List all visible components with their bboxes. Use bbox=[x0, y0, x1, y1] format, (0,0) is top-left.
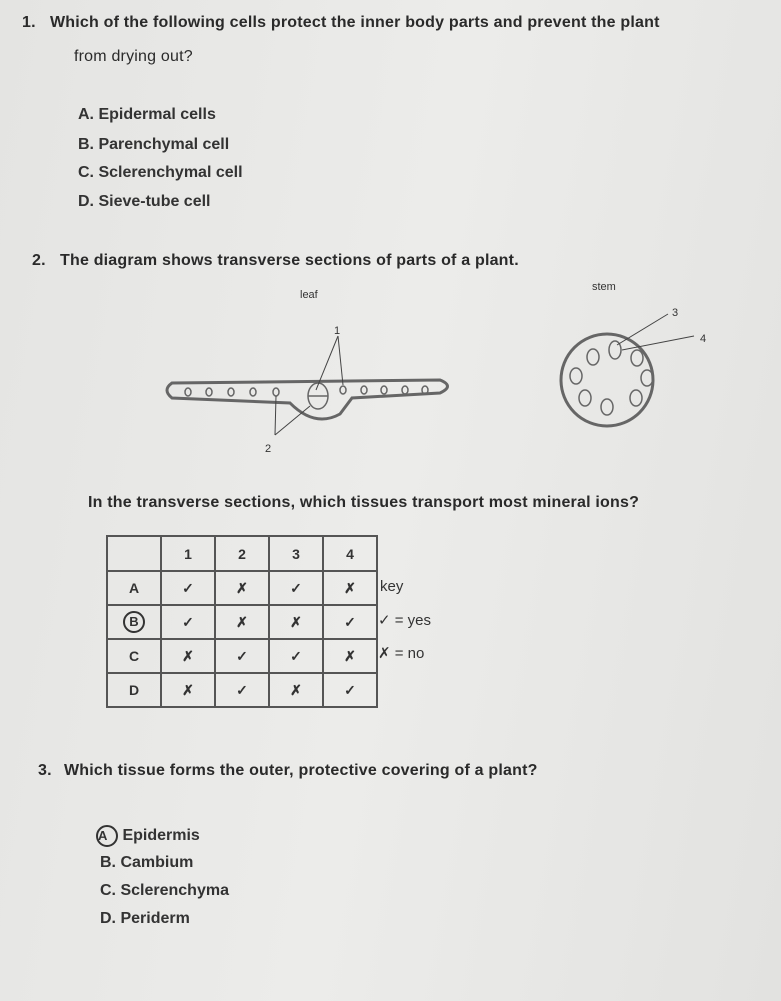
key-yes: ✓ = yes bbox=[378, 612, 432, 629]
q3-option-d-text: Periderm bbox=[120, 910, 190, 927]
q3-option-a-letter: A bbox=[96, 825, 118, 847]
q3-number: 3. bbox=[38, 762, 52, 779]
row-label-circled[interactable]: B bbox=[123, 611, 145, 633]
stem-section bbox=[561, 314, 694, 426]
answer-table bbox=[106, 535, 378, 708]
table-row[interactable] bbox=[107, 639, 377, 673]
q3-option-c[interactable] bbox=[100, 882, 229, 900]
q2-text: The diagram shows transverse sections of parts of a plant. bbox=[60, 252, 519, 269]
table-cell: ✓ bbox=[161, 571, 215, 605]
q1-text-line2: from drying out? bbox=[74, 48, 193, 65]
key-title: key bbox=[380, 578, 404, 595]
table-row[interactable] bbox=[107, 571, 377, 605]
table-header bbox=[107, 536, 161, 571]
q1-option-c[interactable]: C. Sclerenchymal cell bbox=[78, 164, 243, 181]
table-row[interactable] bbox=[107, 605, 377, 639]
row-label[interactable]: A bbox=[107, 571, 161, 605]
label-3: 3 bbox=[672, 307, 679, 319]
table-cell: ✗ bbox=[323, 571, 377, 605]
q3-option-b[interactable] bbox=[100, 854, 193, 872]
table-cell: ✓ bbox=[269, 571, 323, 605]
q1-option-a[interactable]: A. Epidermal cells bbox=[78, 106, 216, 123]
stem-label: stem bbox=[592, 281, 616, 293]
table-cell: ✓ bbox=[215, 639, 269, 673]
table-cell: ✗ bbox=[323, 639, 377, 673]
q1-option-d[interactable]: D. Sieve-tube cell bbox=[78, 193, 211, 210]
table-header: 2 bbox=[215, 536, 269, 571]
label-4: 4 bbox=[700, 333, 707, 345]
table-header: 3 bbox=[269, 536, 323, 571]
table-header: 4 bbox=[323, 536, 377, 571]
q1-option-b[interactable]: B. Parenchymal cell bbox=[78, 136, 230, 153]
table-cell: ✓ bbox=[161, 605, 215, 639]
leaf-label: leaf bbox=[300, 289, 318, 301]
table-cell: ✓ bbox=[215, 673, 269, 707]
table-header-row bbox=[107, 536, 377, 571]
table-cell: ✗ bbox=[269, 605, 323, 639]
q1-number: 1. bbox=[22, 14, 36, 31]
q3-option-c-letter: C. bbox=[100, 882, 116, 899]
table-cell: ✗ bbox=[215, 571, 269, 605]
key-no: ✗ = no bbox=[378, 645, 425, 662]
q2-question: In the transverse sections, which tissues transport most mineral ions? bbox=[88, 494, 640, 511]
plant-diagram bbox=[0, 270, 781, 470]
label-2: 2 bbox=[265, 443, 272, 455]
q3-option-a[interactable] bbox=[96, 825, 200, 847]
table-cell: ✗ bbox=[215, 605, 269, 639]
table-cell: ✓ bbox=[323, 673, 377, 707]
table-cell: ✓ bbox=[269, 639, 323, 673]
q1-text-line1: Which of the following cells protect the inner body parts and prevent the plant bbox=[50, 14, 660, 31]
table-cell: ✓ bbox=[323, 605, 377, 639]
q3-option-b-text: Cambium bbox=[120, 854, 194, 871]
q3-option-a-text: Epidermis bbox=[122, 827, 200, 844]
q3-option-c-text: Sclerenchyma bbox=[120, 882, 229, 899]
table-header: 1 bbox=[161, 536, 215, 571]
q3-option-d[interactable] bbox=[100, 910, 190, 928]
q3-option-d-letter: D. bbox=[100, 910, 116, 927]
table-cell: ✗ bbox=[161, 673, 215, 707]
q3-text: Which tissue forms the outer, protective covering of a plant? bbox=[64, 762, 538, 779]
label-1: 1 bbox=[334, 325, 341, 337]
table-cell: ✗ bbox=[269, 673, 323, 707]
row-label[interactable]: C bbox=[107, 639, 161, 673]
table-row[interactable] bbox=[107, 673, 377, 707]
q2-number: 2. bbox=[32, 252, 46, 269]
q3-option-b-letter: B. bbox=[100, 854, 116, 871]
row-label[interactable]: D bbox=[107, 673, 161, 707]
table-cell: ✗ bbox=[161, 639, 215, 673]
leaf-section bbox=[167, 336, 448, 435]
